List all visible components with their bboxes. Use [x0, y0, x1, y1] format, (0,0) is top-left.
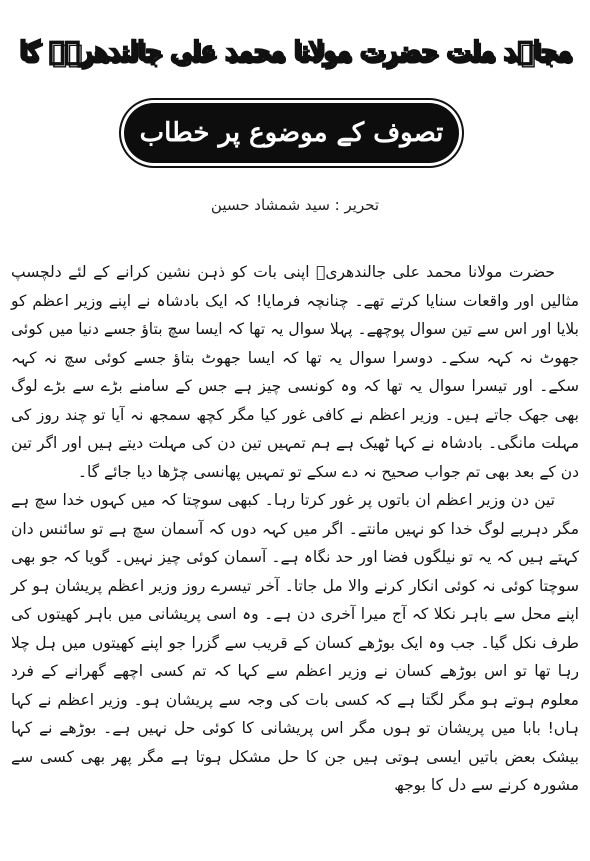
topic-banner	[124, 103, 459, 163]
topic-banner-text: تصوف کے موضوع پر خطاب	[139, 118, 444, 148]
byline: تحریر : سید شمشاد حسین	[210, 196, 380, 214]
headline-text: مجاہد ملت حضرت مولانا محمد علی جالندھریؒ کا	[19, 37, 572, 67]
article-paragraph-2: تین دن وزیر اعظم ان باتوں پر غور کرتا رہا۔ کبھی سوچتا کہ میں کہوں خدا سچ ہے مگر دہریے لوگ خدا کو نہیں مانتے۔ اگر میں کہہ دوں کہ آسمان سچ ہے تو سائنس دان کہتے ہیں کہ یہ تو نیلگوں فضا اور حد نگاہ ہے۔ آسمان کوئی چیز نہیں۔ گویا کہ جو بھی سوچتا کوئی نہ کوئی انکار کرنے والا مل جاتا۔ آخر تیسرے روز وزیر اعظم پریشان ہو کر اپنے محل سے باہر نکلا کہ آج میرا آخری دن ہے۔ وہ اسی پریشانی میں باہر کھیتوں کی طرف نکل گیا۔ جب وہ ایک بوڑھے کسان کے قریب سے گزرا جو اپنے کھیتوں میں ہل چلا رہا تھا تو اس بوڑھے کسان نے وزیر اعظم سے کہا کہ تم کسی اچھے گھرانے کے فرد معلوم ہوتے ہو مگر لگتا ہے کہ کسی بات کی وجہ سے پریشان ہو۔ وزیر اعظم نے کہا ہاں! بابا میں پریشان تو ہوں مگر اس پریشانی کا کوئی حل نہیں ہے۔ بوڑھے نے کہا بیشک بعض باتیں ایسی ہوتی ہیں جن کا حل مشکل ہوتا ہے مگر پھر بھی کسی سے مشورہ کرنے سے دل کا بوجھ	[11, 491, 579, 794]
headline	[18, 6, 573, 98]
article-body	[11, 258, 579, 800]
article-paragraph-1: حضرت مولانا محمد علی جالندھریؒ اپنی بات کو ذہن نشین کرانے کے لئے دلچسپ مثالیں اور واقعات سنایا کرتے تھے۔ چنانچہ فرمایا! کہ ایک بادشاہ نے اپنے وزیر اعظم کو بلایا اور اس سے تین سوال پوچھے۔ پہلا سوال یہ تھا کہ ایسا سچ بتاؤ جسے دنیا میں کوئی جھوٹ نہ کہہ سکے۔ دوسرا سوال یہ تھا کہ ایسا جھوٹ بتاؤ جسے کوئی سچ نہ کہہ سکے۔ اور تیسرا سوال یہ تھا کہ وہ کونسی چیز ہے جس کے سامنے بڑے سے بڑے لوگ بھی جھک جاتے ہیں۔ وزیر اعظم نے کافی غور کیا مگر کچھ سمجھ نہ آیا تو چند روز کی مہلت مانگی۔ بادشاہ نے کہا ٹھیک ہے ہم تمہیں تین دن کی مہلت دیتے ہیں اور اگر تین دن کے بعد بھی تم جواب صحیح نہ دے سکے تو تمہیں پھانسی چڑھا دیا جائے گا۔	[11, 263, 579, 481]
